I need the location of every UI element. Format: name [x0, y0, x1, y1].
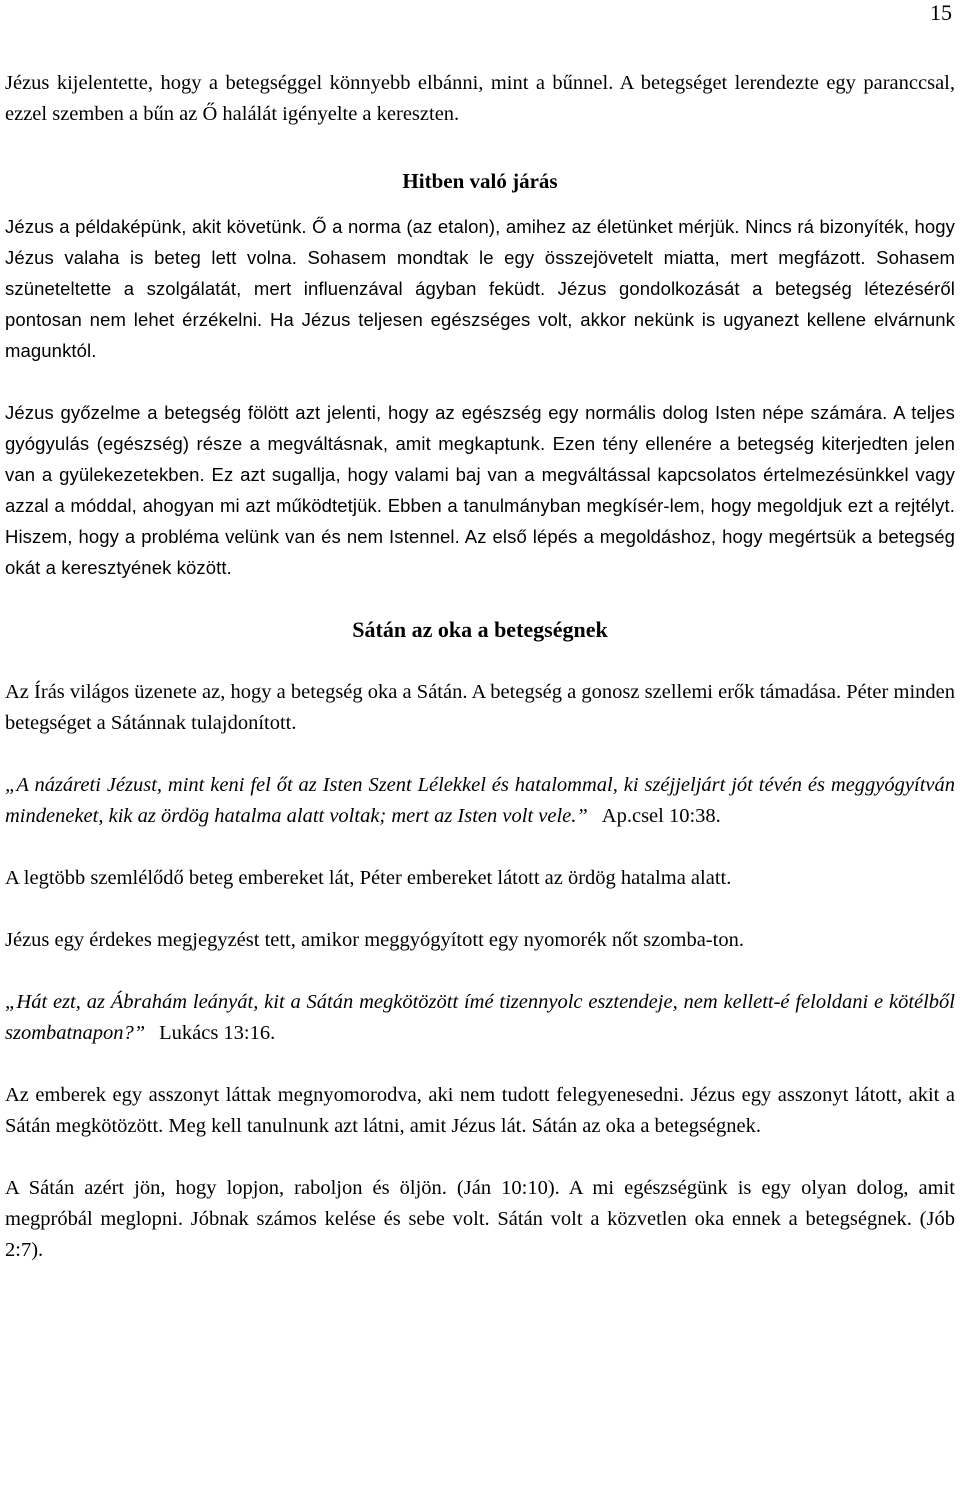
section-heading-walking-in-faith: Hitben való járás: [402, 169, 558, 193]
document-body: [5, 68, 955, 1266]
section-heading-satan-cause: Sátán az oka a betegségnek: [352, 617, 608, 642]
quote-luke-text: „Hát ezt, az Ábrahám leányát, kit a Sátán megkötözött ímé tizennyolc esztendeje, nem kellett-é feloldani e kötélből szombatnapon?”: [5, 991, 955, 1044]
paragraph-scripture-message: Az Írás világos üzenete az, hogy a betegség oka a Sátán. A betegség a gonosz szellemi erők támadása. Péter minden betegséget a Sátánnak tulajdonított.: [5, 681, 955, 734]
paragraph-remark: Jézus egy érdekes megjegyzést tett, amikor meggyógyított egy nyomorék nőt szomba-ton.: [5, 929, 744, 951]
paragraph-crippled-woman: Az emberek egy asszonyt láttak megnyomorodva, aki nem tudott felegyenesedni. Jézus egy asszonyt látott, akit a Sátán megkötözött. Meg kell tanulnunk azt látni, amit Jézus lát. Sátán az oka a betegségnek.: [5, 1084, 955, 1137]
quote-acts-reference: Ap.csel 10:38.: [601, 805, 721, 827]
paragraph-intro: Jézus kijelentette, hogy a betegséggel könnyebb elbánni, mint a bűnnel. A betegséget lerendezte egy paranccsal, ezzel szemben a bűn az Ő halálát igényelte a kereszten.: [5, 72, 955, 125]
page-number: 15: [930, 0, 952, 25]
paragraph-observers: A legtöbb szemlélődő beteg embereket lát, Péter embereket látott az ördög hatalma alatt.: [5, 867, 732, 889]
quote-luke-reference: Lukács 13:16.: [159, 1022, 276, 1044]
quote-luke: [5, 987, 955, 1049]
paragraph-victory: Jézus győzelme a betegség fölött azt jelenti, hogy az egészség egy normális dolog Isten népe számára. A teljes gyógyulás (egészség) része a megváltásnak, amit megkaptunk. Ezen tény ellenére a betegség kiterjedten jelen van a gyülekezetekben. Ez azt sugallja, hogy valami baj van a megváltással kapcsolatos értelmezésünkkel vagy azzal a móddal, ahogyan mi azt működtetjük. Ebben a tanulmányban megkísér-lem, hogy megoldjuk ezt a rejtélyt. Hiszem, hogy a probléma velünk van és nem Istennel. Az első lépés a megoldáshoz, hogy megértsük a betegség okát a keresztyének között.: [5, 402, 955, 578]
quote-acts-text: „A názáreti Jézust, mint keni fel őt az Isten Szent Lélekkel és hatalommal, ki széjjeljárt jót tévén és meggyógyítván mindeneket, kik az ördög hatalma alatt voltak; mert az Isten volt vele.”: [5, 774, 955, 827]
quote-acts: [5, 770, 955, 832]
paragraph-example: Jézus a példaképünk, akit követünk. Ő a norma (az etalon), amihez az életünket mérjük. Nincs rá bizonyíték, hogy Jézus valaha is beteg lett volna. Sohasem mondtak le egy összejövetelt miatta, mert megfázott. Sohasem szüneteltette a szolgálatát, mert influenzával ágyban feküdt. Jézus gondolkozását a betegség létezéséről pontosan nem lehet érzékelni. Ha Jézus teljesen egészséges volt, akkor nekünk is ugyanezt kellene elvárnunk magunktól.: [5, 216, 955, 361]
paragraph-thief: A Sátán azért jön, hogy lopjon, raboljon és öljön. (Ján 10:10). A mi egészségünk is egy olyan dolog, amit megpróbál meglopni. Jóbnak számos kelése és sebe volt. Sátán volt a közvetlen oka ennek a betegségnek. (Jób 2:7).: [5, 1177, 955, 1261]
